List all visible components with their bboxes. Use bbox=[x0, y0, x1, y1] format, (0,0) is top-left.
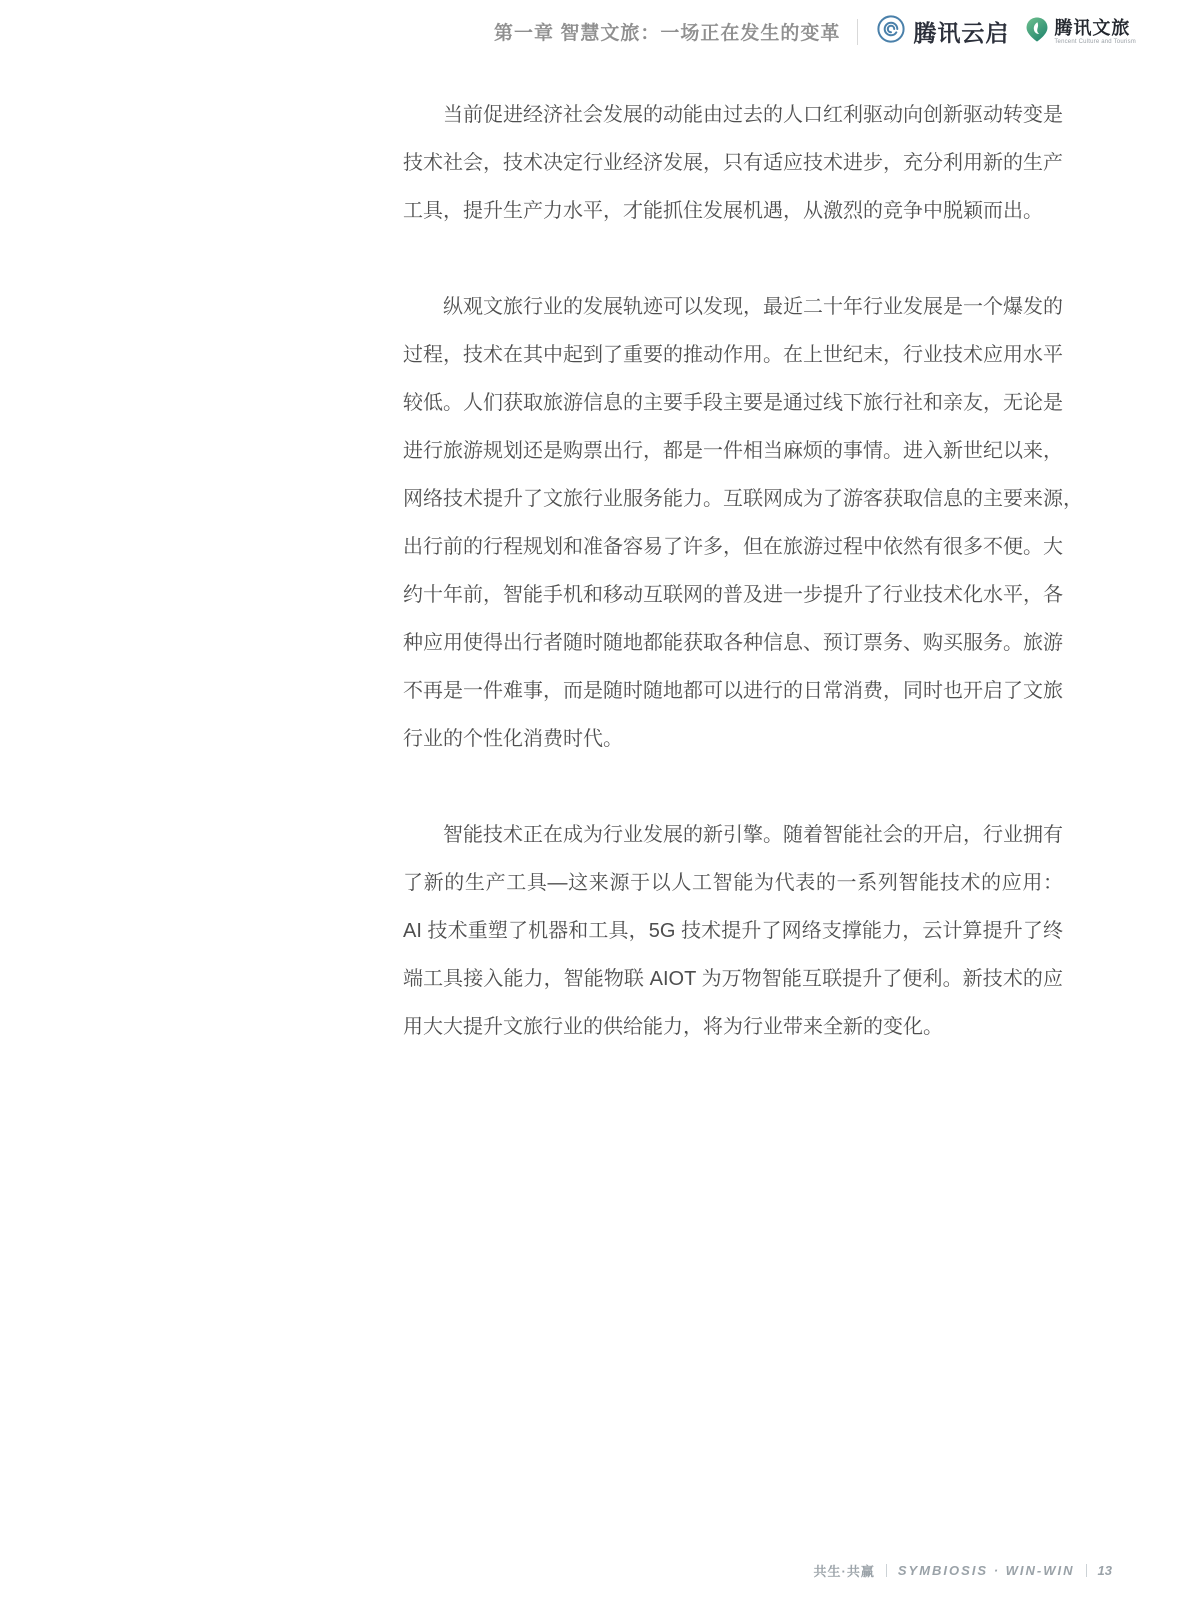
cloud-spiral-icon bbox=[876, 14, 906, 49]
footer-motto-cn: 共生·共赢 bbox=[813, 1564, 875, 1579]
tencent-wenlv-logo-tagline: Tencent Culture and Tourism bbox=[1054, 38, 1136, 45]
text-line: 了新的生产工具—这来源于以人工智能为代表的一系列智能技术的应用： bbox=[403, 872, 1063, 894]
tencent-cloud-logo bbox=[876, 14, 1009, 49]
page-header bbox=[494, 14, 1136, 49]
text-line: 技术社会，技术决定行业经济发展，只有适应技术进步，充分利用新的生产 bbox=[403, 152, 1063, 174]
text-line: 用大大提升文旅行业的供给能力，将为行业带来全新的变化。 bbox=[403, 1016, 943, 1038]
text-line: AI 技术重塑了机器和工具，5G 技术提升了网络支撑能力，云计算提升了终 bbox=[403, 920, 1063, 942]
paragraph bbox=[403, 283, 1083, 763]
tencent-cloud-logo-label: 腾讯云启 bbox=[913, 20, 1010, 46]
text-line: 过程，技术在其中起到了重要的推动作用。在上世纪末，行业技术应用水平 bbox=[403, 344, 1063, 366]
text-line: 智能技术正在成为行业发展的新引擎。随着智能社会的开启，行业拥有 bbox=[443, 824, 1063, 846]
footer-divider bbox=[1086, 1564, 1087, 1577]
tencent-wenlv-logo bbox=[1025, 16, 1136, 48]
header-divider bbox=[857, 19, 858, 45]
paragraph bbox=[403, 811, 1063, 1051]
text-line: 约十年前，智能手机和移动互联网的普及进一步提升了行业技术化水平，各 bbox=[403, 584, 1063, 606]
body-text bbox=[403, 91, 1083, 1099]
text-line: 网络技术提升了文旅行业服务能力。互联网成为了游客获取信息的主要来源， bbox=[403, 488, 1083, 510]
text-line: 工具，提升生产力水平，才能抓住发展机遇，从激烈的竞争中脱颖而出。 bbox=[403, 200, 1043, 222]
paragraph bbox=[403, 91, 1063, 235]
text-line: 端工具接入能力，智能物联 AIOT 为万物智能互联提升了便利。新技术的应 bbox=[403, 968, 1063, 990]
text-line: 不再是一件难事，而是随时随地都可以进行的日常消费，同时也开启了文旅 bbox=[403, 680, 1063, 702]
page-footer bbox=[814, 1561, 1112, 1580]
text-line: 行业的个性化消费时代。 bbox=[403, 728, 623, 750]
page-number: 13 bbox=[1097, 1563, 1112, 1578]
text-line: 较低。人们获取旅游信息的主要手段主要是通过线下旅行社和亲友，无论是 bbox=[403, 392, 1063, 414]
text-line: 进行旅游规划还是购票出行，都是一件相当麻烦的事情。进入新世纪以来， bbox=[403, 440, 1063, 462]
footer-divider bbox=[886, 1564, 887, 1577]
footer-motto-en: SYMBIOSIS · WIN-WIN bbox=[897, 1563, 1075, 1578]
chapter-title: 第一章 智慧文旅：一场正在发生的变革 bbox=[494, 23, 841, 44]
text-line: 纵观文旅行业的发展轨迹可以发现，最近二十年行业发展是一个爆发的 bbox=[443, 296, 1063, 318]
location-pin-leaf-icon bbox=[1025, 16, 1049, 48]
tencent-wenlv-logo-label: 腾讯文旅 bbox=[1054, 17, 1131, 38]
text-line: 当前促进经济社会发展的动能由过去的人口红利驱动向创新驱动转变是 bbox=[443, 104, 1063, 126]
text-line: 出行前的行程规划和准备容易了许多，但在旅游过程中依然有很多不便。大 bbox=[403, 536, 1063, 558]
text-line: 种应用使得出行者随时随地都能获取各种信息、预订票务、购买服务。旅游 bbox=[403, 632, 1063, 654]
